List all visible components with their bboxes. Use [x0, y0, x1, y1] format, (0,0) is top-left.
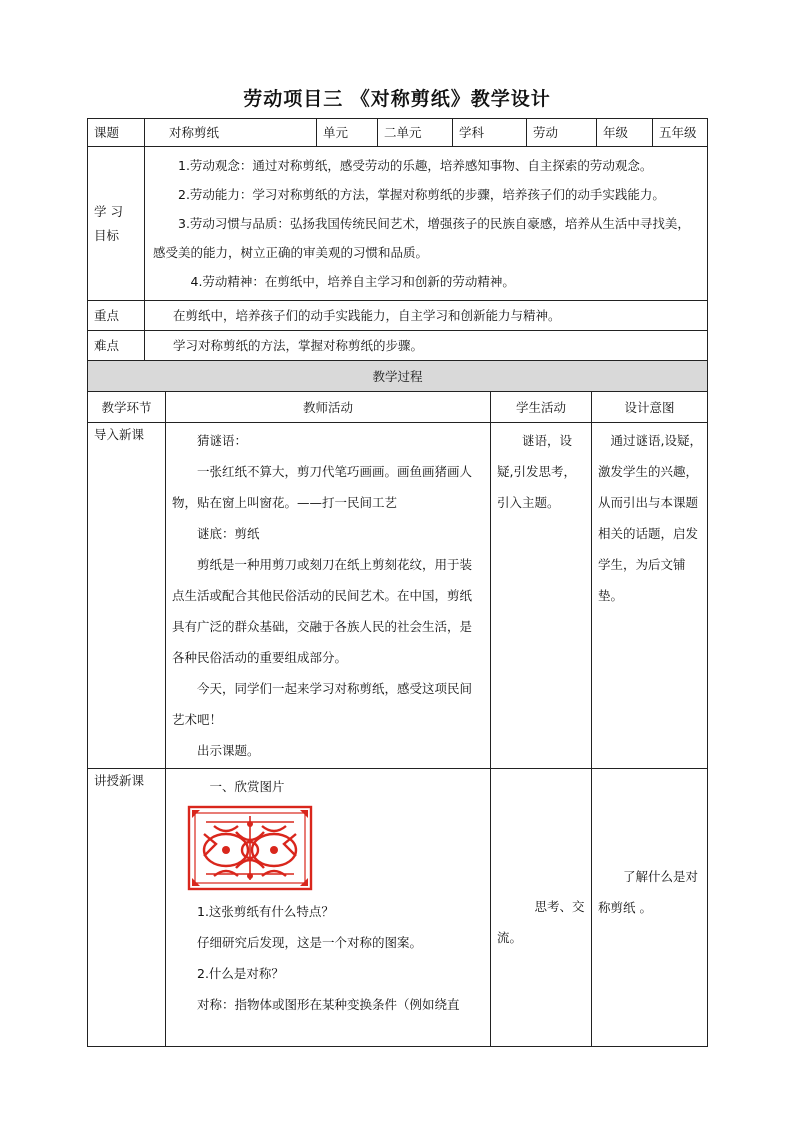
teach-student-text: 思考、交流。: [497, 899, 585, 945]
unit-label: 单元: [317, 119, 378, 147]
intro-student: [491, 423, 592, 769]
process-header: 教学过程: [88, 361, 708, 392]
teach-teacher-line: 仔细研究后发现，这是一个对称的图案。: [197, 935, 423, 950]
teach-intent: [592, 769, 708, 1047]
lesson-plan-sheet: [87, 118, 707, 1047]
goal-item: 2.劳动能力：学习对称剪纸的方法，掌握对称剪纸的步骤，培养孩子们的动手实践能力。: [178, 187, 665, 202]
difficulty-text: 学习对称剪纸的方法，掌握对称剪纸的步骤。: [145, 331, 708, 361]
difficulty-label: 难点: [88, 331, 145, 361]
subject-label: 学科: [453, 119, 527, 147]
teach-teacher-line: 2.什么是对称？: [197, 966, 284, 981]
intro-teacher-line: 猜谜语：: [197, 433, 248, 448]
grade-label: 年级: [597, 119, 653, 147]
key-point-label: 重点: [88, 301, 145, 331]
intro-teacher: [166, 423, 491, 769]
teach-intent-text: 了解什么是对称剪纸 。: [598, 869, 699, 915]
intro-teacher-line: 出示课题。: [197, 743, 260, 758]
intro-student-text: 谜语，设疑,引发思考，引入主题。: [497, 433, 576, 510]
intro-intent: [592, 423, 708, 769]
key-point-row: [88, 301, 708, 331]
subject-value: 劳动: [527, 119, 597, 147]
process-table: [87, 360, 708, 1047]
process-header-row: [88, 361, 708, 392]
column-header-row: [88, 392, 708, 423]
info-table: [87, 118, 708, 361]
info-row: [88, 119, 708, 147]
column-header-student: 学生活动: [491, 392, 592, 423]
goal-item: 3.劳动习惯与品质：弘扬我国传统民间艺术，增强孩子的民族自豪感，培养从生活中寻找美，感受美的能力，树立正确的审美观的习惯和品质。: [153, 216, 690, 260]
intro-teacher-line: 谜底：剪纸: [197, 526, 260, 541]
topic-label: 课题: [88, 119, 145, 147]
teach-student: [491, 769, 592, 1047]
topic-value: 对称剪纸: [145, 119, 317, 147]
teach-teacher-line: 对称：指物体或图形在某种变换条件（例如绕直: [197, 997, 460, 1012]
teach-teacher-line: 1.这张剪纸有什么特点？: [197, 904, 334, 919]
teach-teacher: [166, 769, 491, 1047]
goal-item: 1.劳动观念：通过对称剪纸，感受劳动的乐趣，培养感知事物、自主探索的劳动观念。: [178, 158, 653, 173]
intro-intent-text: 通过谜语,设疑，激发学生的兴趣，从而引出与本课题相关的话题，启发学生，为后文铺垫。: [598, 433, 702, 603]
intro-teacher-line: 今天，同学们一起来学习对称剪纸，感受这项民间艺术吧！: [172, 681, 473, 727]
column-header-stage: 教学环节: [88, 392, 166, 423]
intro-row: [88, 423, 708, 769]
goals-label: [88, 147, 145, 301]
intro-teacher-line: 剪纸是一种用剪刀或刻刀在纸上剪刻花纹，用于装点生活或配合其他民俗活动的民间艺术。在中国，剪纸具有广泛的群众基础，交融于各族人民的社会生活，是各种民俗活动的重要组成部分。: [172, 557, 473, 665]
goal-item: 4.劳动精神：在剪纸中，培养自主学习和创新的劳动精神。: [190, 274, 515, 289]
goals-label-line1: 学 习: [94, 203, 123, 219]
intro-stage: 导入新课: [88, 423, 166, 769]
goals-row: [88, 147, 708, 301]
unit-value: 二单元: [378, 119, 453, 147]
paper-cut-image: [186, 804, 314, 892]
intro-teacher-line: 一张红纸不算大，剪刀代笔巧画画。画鱼画猪画人物，贴在窗上叫窗花。——打一民间工艺: [172, 464, 473, 510]
difficulty-row: [88, 331, 708, 361]
teach-teacher-line: 一、欣赏图片: [209, 779, 285, 794]
key-point-text: 在剪纸中，培养孩子们的动手实践能力，自主学习和创新能力与精神。: [145, 301, 708, 331]
column-header-teacher: 教师活动: [166, 392, 491, 423]
goals-content: [145, 147, 708, 301]
teach-row: [88, 769, 708, 1047]
grade-value: 五年级: [653, 119, 708, 147]
goals-label-line2: 目标: [94, 227, 120, 243]
column-header-intent: 设计意图: [592, 392, 708, 423]
document-title: 劳动项目三 《对称剪纸》教学设计: [243, 88, 551, 110]
teach-stage: 讲授新课: [88, 769, 166, 1047]
